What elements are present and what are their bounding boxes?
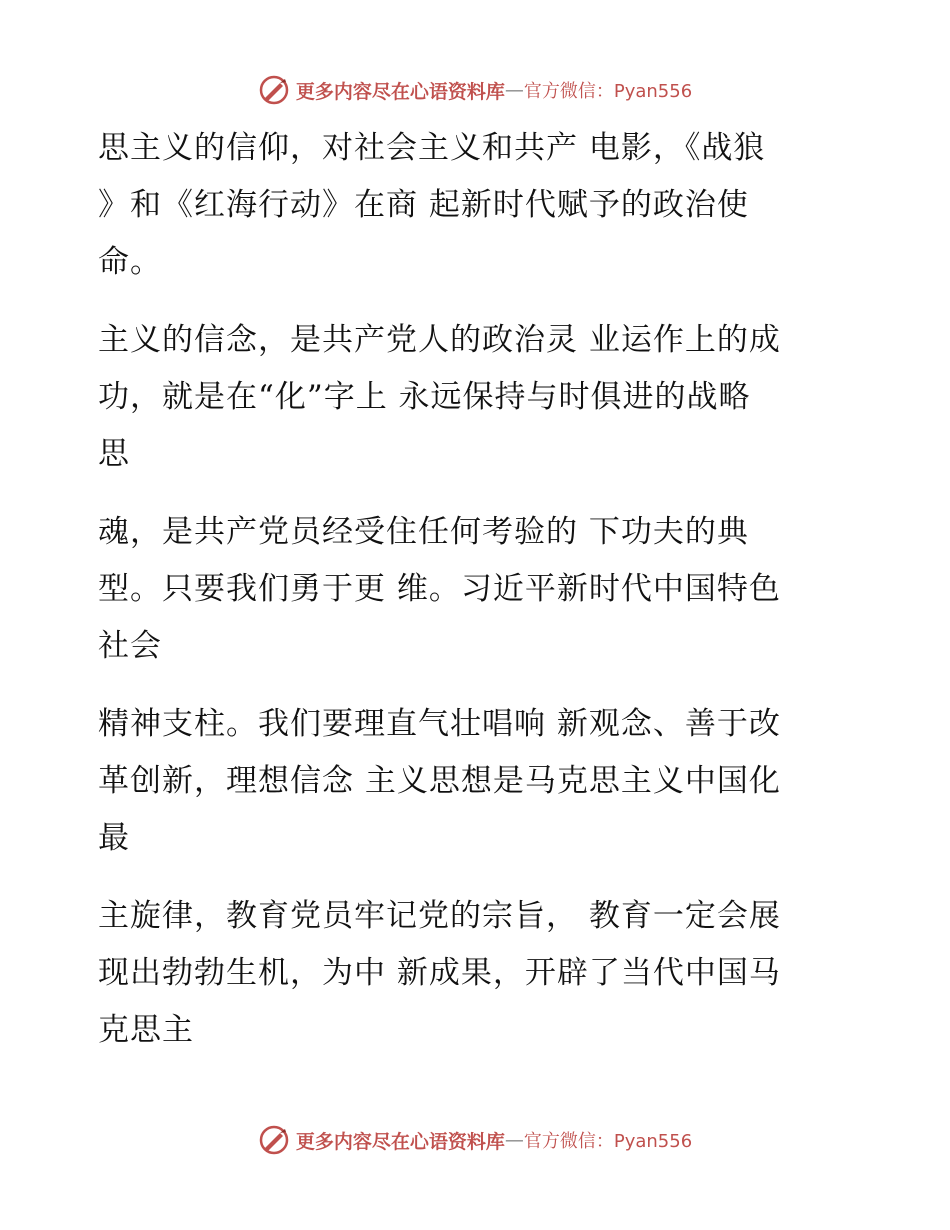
text-line: 魂，是共产党员经受住任何考验的 下功夫的典	[98, 514, 749, 550]
text-line: 功，就是在“化”字上 永远保持与时俱进的战略	[98, 379, 751, 415]
header-promo-text: 更多内容尽在心语资料库	[295, 80, 505, 103]
quill-logo-icon	[258, 1124, 290, 1156]
paragraph-4	[98, 696, 858, 867]
header-banner	[0, 70, 950, 110]
text-line: 社会	[98, 628, 162, 664]
header-wechat-text: 官方微信：Pyan556	[523, 81, 693, 102]
text-line: 精神支柱。我们要理直气壮唱响 新观念、善于改	[98, 706, 781, 742]
footer-banner	[0, 1120, 950, 1160]
text-line: 命。	[98, 244, 162, 280]
quill-logo-icon	[258, 74, 290, 106]
text-line: 》和《红海行动》在商 起新时代赋予的政治使	[98, 187, 749, 223]
text-line: 思	[98, 436, 130, 472]
text-line: 主义的信念，是共产党人的政治灵 业运作上的成	[98, 322, 781, 358]
text-line: 思主义的信仰，对社会主义和共产 电影，《战狼	[98, 130, 766, 166]
header-separator: —	[504, 79, 524, 101]
document-body	[98, 120, 858, 1080]
text-line: 革创新，理想信念 主义思想是马克思主义中国化	[98, 763, 781, 799]
text-line: 主旋律，教育党员牢记党的宗旨， 教育一定会展	[98, 898, 781, 934]
paragraph-1	[98, 120, 858, 291]
text-line: 最	[98, 820, 130, 856]
paragraph-3	[98, 504, 858, 675]
footer-separator: —	[504, 1129, 524, 1151]
text-line: 型。只要我们勇于更 维。习近平新时代中国特色	[98, 571, 781, 607]
paragraph-2	[98, 312, 858, 483]
text-line: 克思主	[98, 1012, 194, 1048]
footer-promo-text: 更多内容尽在心语资料库	[295, 1130, 505, 1153]
paragraph-5	[98, 888, 858, 1059]
text-line: 现出勃勃生机，为中 新成果，开辟了当代中国马	[98, 955, 781, 991]
footer-wechat-text: 官方微信：Pyan556	[523, 1131, 693, 1152]
